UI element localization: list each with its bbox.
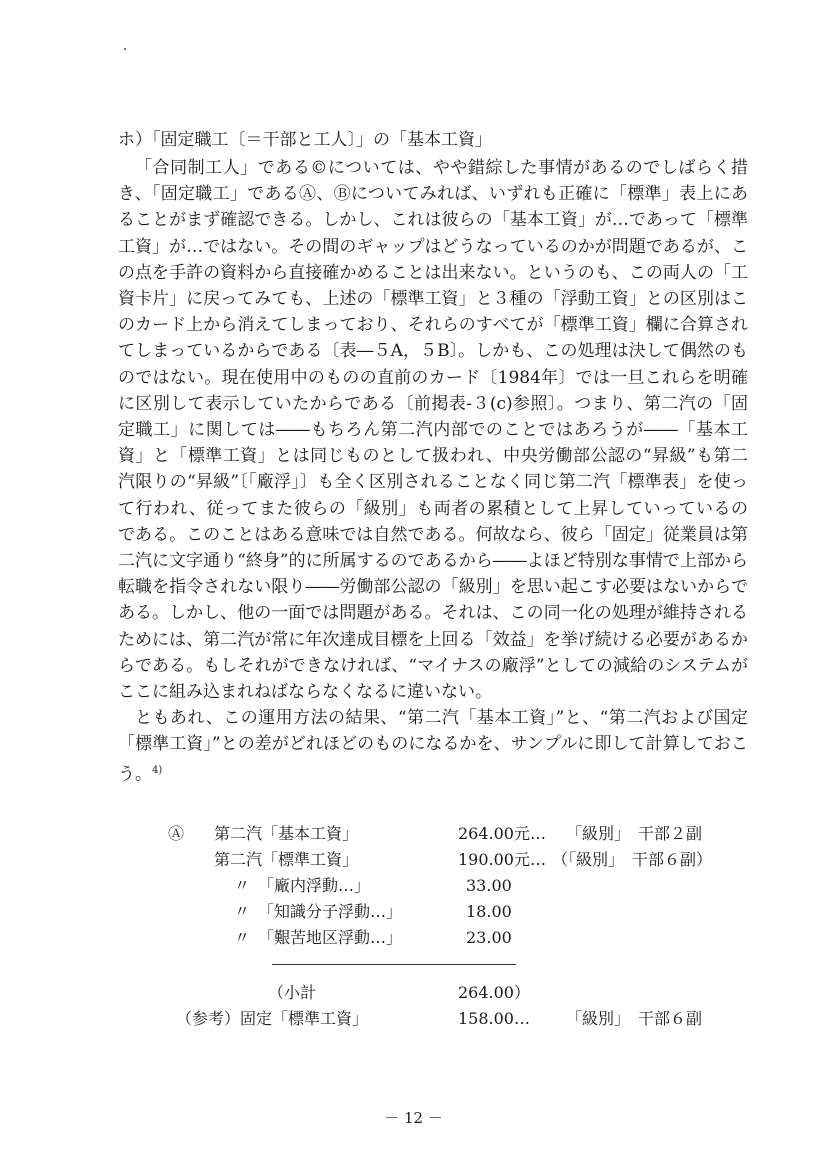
row-note: 「級別」 干部６副 <box>566 1009 703 1028</box>
row-label: 〃 「艱苦地区浮動…」 <box>234 928 403 947</box>
row-amount: 158.00… <box>458 1009 530 1028</box>
row-label: 第二汽「標準工資」 <box>214 850 359 869</box>
row-amount: 264.00元… <box>458 824 546 843</box>
page-number: － 12 － <box>384 1109 443 1127</box>
row-amount: 18.00 <box>466 902 512 921</box>
subtotal-rule <box>272 964 516 965</box>
row-amount: 23.00 <box>466 928 512 947</box>
row-label: 〃 「廠内浮動…」 <box>234 876 371 895</box>
row-note: 「級別」 干部２副 <box>566 824 703 843</box>
paragraph-1: 「合同制工人」である©については、やや錯綜した事情があるのでしばらく措き、「固定職工」であるⒶ、Ⓑについてみれば、いずれも正確に「標準」表上にあることがまず確認できる。しかし、これは彼らの「基本工資」が…であって「標準工資」が…ではない。その間のギャップはどうなっているのかが問題であるが、この点を手許の資料から直接確かめることは出来ない。というのも、この両人の「工資卡片」に戻ってみても、上述の「標準工資」と３種の「浮動工資」との区別はこのカード上から消えてしまっており、それらのすべてが「標準工資」欄に合算されてしまっているからである〔表―５A，５B〕。しかも、この処理は決して偶然のものではない。現在使用中のものの直前のカード〔1984年〕では一旦これらを明確に区別して表示していたからである〔前掲表-３(c)参照〕。つまり、第二汽の「固定職工」に関しては――もちろん第二汽内部でのことではあろうが――「基本工資」と「標準工資」とは同じものとして扱われ、中央労働部公認の“昇級”も第二汽限りの“昇級”〔「廠浮」〕も全く区別されることなく同じ第二汽「標準表」を使って行われ、従ってまた彼らの「級別」も両者の累積として上昇していっているのである。このことはある意味では自然である。何故なら、彼ら「固定」従業員は第二汽に文字通り“終身”的に所属するのであるから――よほど特別な事情で上部から転職を指令されない限り――労働部公認の「級別」を思い起こす必要はないからである。しかし、他の一面では問題がある。それは、この同一化の処理が維持されるためには、第二汽が常に年次達成目標を上回る「效益」を挙げ続ける必要があるからである。もしそれができなければ、“マイナスの廠浮”としての減給のシステムがここに組み込まれねばならなくなるに違いない。 <box>118 158 748 703</box>
row-amount: 33.00 <box>466 876 512 895</box>
row-label: 第二汽「基本工資」 <box>214 824 359 843</box>
footnote-ref: 4) <box>152 764 163 776</box>
row-amount: 264.00） <box>458 983 530 1002</box>
scan-speck <box>124 48 126 50</box>
row-label: （参考）固定「標準工資」 <box>176 1009 369 1028</box>
paragraph-2-text: ともあれ、この運用方法の結果、“第二汽「基本工資」”と、“第二汽および国定「標準工資」”との差がどれほどのものになるかを、サンプルに即して計算しておこう。 <box>118 708 748 785</box>
sample-mark: Ⓐ <box>168 824 185 843</box>
body-text <box>118 155 748 788</box>
row-label: 〃 「知識分子浮動…」 <box>234 902 403 921</box>
paragraph-2 <box>118 705 748 787</box>
section-heading: ホ）「固定職工〔＝干部と工人〕」の「基本工資」 <box>118 130 492 150</box>
row-note: （「級別」 干部６副） <box>552 850 713 869</box>
row-amount: 190.00元… <box>458 850 546 869</box>
row-label: （小計 <box>268 983 317 1002</box>
